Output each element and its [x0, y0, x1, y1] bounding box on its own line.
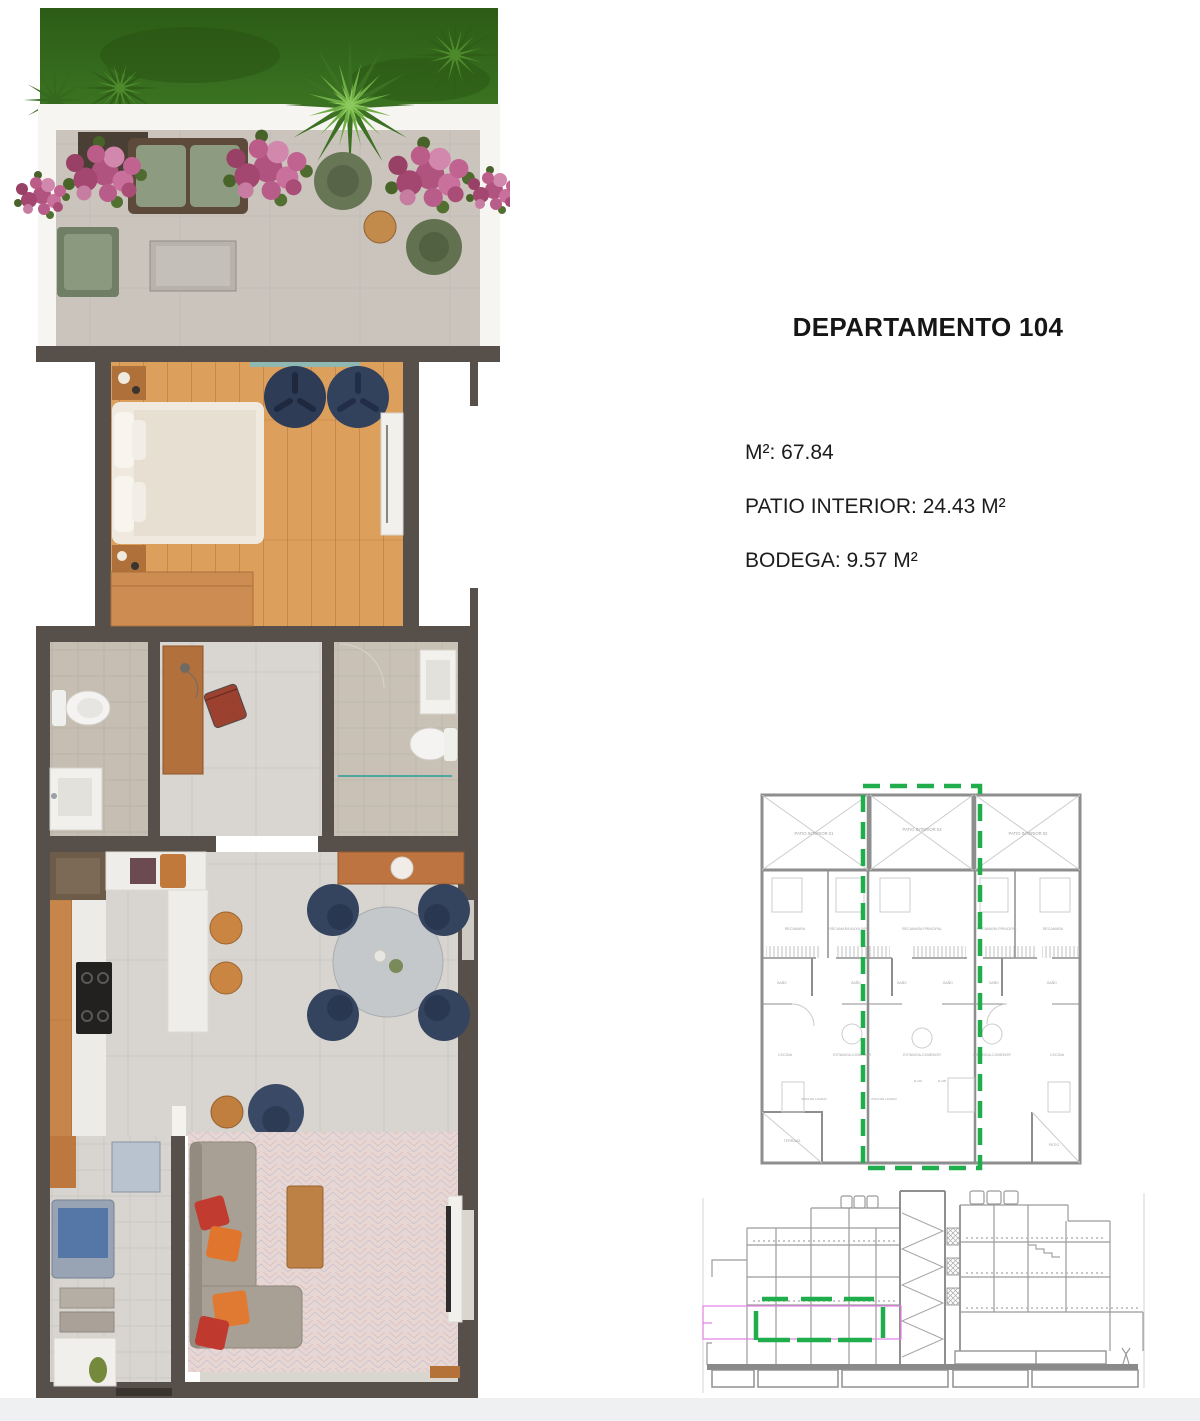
tree-glyph	[1122, 1348, 1130, 1364]
utility-cabinet	[54, 1338, 116, 1386]
throw-pillow	[205, 1225, 242, 1262]
desk	[163, 646, 203, 774]
kitchen-dining	[50, 852, 470, 1140]
dining-chair	[418, 989, 470, 1041]
svg-text:BAÑO: BAÑO	[777, 981, 787, 985]
svg-text:COCINA: COCINA	[1050, 1053, 1064, 1057]
apartment-render	[0, 0, 510, 1421]
svg-text:D-105: D-105	[937, 1079, 947, 1083]
svg-text:PATIO: PATIO	[1048, 1143, 1060, 1147]
stair-tower	[900, 1191, 960, 1365]
svg-text:TERRAZA: TERRAZA	[783, 1139, 801, 1143]
cutting-board	[160, 854, 186, 888]
svg-text:RECAMARA AUXILIAR: RECAMARA AUXILIAR	[829, 927, 867, 931]
patio-label: PATIO INTERIOR 01	[794, 831, 834, 836]
round-lounge-chair	[406, 219, 462, 275]
bathroom-2	[334, 642, 458, 836]
svg-text:RECAMARA PRINCIPAL: RECAMARA PRINCIPAL	[902, 927, 942, 931]
washing-machine	[52, 1200, 114, 1278]
toilet	[410, 728, 457, 761]
storage-shelf	[60, 1288, 114, 1308]
dining-chair	[307, 989, 359, 1041]
entry-door	[116, 1388, 172, 1396]
patio-label: PATIO INTERIOR 02	[1008, 831, 1048, 836]
bar-stool	[210, 962, 242, 994]
svg-text:RECAMARA: RECAMARA	[1042, 927, 1064, 931]
patio-coffee-table	[150, 241, 236, 291]
svg-text:RECAMARA: RECAMARA	[784, 927, 806, 931]
bed	[112, 402, 264, 544]
storage-shelf	[60, 1312, 114, 1332]
window-strip	[250, 362, 360, 367]
plan-walls	[762, 795, 1080, 1163]
svg-text:ZONA DE LAVADO: ZONA DE LAVADO	[871, 1097, 897, 1101]
section-bounds	[703, 1193, 1144, 1393]
closet-hatching	[766, 946, 1078, 958]
svg-text:BAÑO: BAÑO	[1047, 981, 1057, 985]
wood-shelf	[50, 1136, 76, 1188]
living-room	[188, 1132, 462, 1378]
window-gap	[462, 1210, 474, 1320]
console-table	[338, 852, 464, 884]
sink	[50, 768, 102, 830]
plan-details	[762, 795, 1080, 1163]
accent-armchair	[248, 1084, 304, 1140]
round-lounge-chair	[314, 152, 372, 210]
svg-text:RECAMARA PRINCIPAL: RECAMARA PRINCIPAL	[977, 927, 1017, 931]
spec-patio-interior: PATIO INTERIOR: 24.43 M²	[745, 495, 1006, 518]
building-section-diagram	[698, 1183, 1198, 1421]
svg-text:ZONA DE LAVADO: ZONA DE LAVADO	[801, 1097, 827, 1101]
bean-bag-chair	[327, 366, 389, 428]
laundry-area	[50, 1136, 172, 1396]
svg-text:COCINA: COCINA	[778, 1053, 792, 1057]
wardrobe	[381, 413, 403, 535]
svg-text:D-104: D-104	[913, 1079, 923, 1083]
bathroom-1	[50, 642, 148, 836]
bar-stool	[210, 912, 242, 944]
specs-block	[745, 441, 1006, 603]
section-unit-outline	[703, 1306, 901, 1339]
bedroom	[111, 362, 403, 626]
right-building	[955, 1191, 1143, 1364]
svg-text:ESTANCIA-COMEDOR: ESTANCIA-COMEDOR	[973, 1053, 1011, 1057]
study-area	[160, 642, 322, 836]
unit-highlight	[863, 786, 980, 1168]
side-table	[364, 211, 396, 243]
svg-text:BAÑO: BAÑO	[851, 981, 861, 985]
dining-chair	[307, 884, 359, 936]
leaning-artwork	[112, 1142, 160, 1192]
side-table	[211, 1096, 243, 1128]
tv-screen	[446, 1206, 451, 1312]
section-ground	[707, 1364, 1138, 1387]
coffee-table	[287, 1186, 323, 1268]
wall-pillar	[172, 1106, 186, 1136]
wood-bench	[430, 1366, 460, 1378]
dresser	[111, 572, 253, 626]
stove	[76, 962, 112, 1034]
outdoor-armchair	[57, 227, 119, 297]
plan-labels	[777, 827, 1064, 1147]
vanity-sink	[420, 650, 456, 714]
spec-area: M²: 67.84	[745, 441, 834, 464]
toilet	[52, 690, 110, 726]
bean-bag-chair	[264, 366, 326, 428]
spec-bodega: BODEGA: 9.57 M²	[745, 549, 918, 572]
sliding-door-glass	[200, 1372, 458, 1382]
site-plan-diagram	[752, 782, 1092, 1174]
nightstand	[112, 366, 146, 400]
svg-text:ESTANCIA-COMEDOR: ESTANCIA-COMEDOR	[833, 1053, 871, 1057]
svg-text:BAÑO: BAÑO	[943, 981, 953, 985]
cutting-board	[130, 858, 156, 884]
page-bottom-margin	[0, 1398, 1200, 1421]
page-title: DEPARTAMENTO 104	[792, 312, 1064, 342]
throw-pillow	[194, 1315, 230, 1351]
tv-console	[446, 1196, 462, 1322]
patio-label: PATIO INTERIOR 03	[902, 827, 942, 832]
svg-text:BAÑO: BAÑO	[989, 981, 999, 985]
dining-chair	[418, 884, 470, 936]
svg-text:ESTANCIA-COMEDOR: ESTANCIA-COMEDOR	[903, 1053, 941, 1057]
svg-text:BAÑO: BAÑO	[897, 981, 907, 985]
